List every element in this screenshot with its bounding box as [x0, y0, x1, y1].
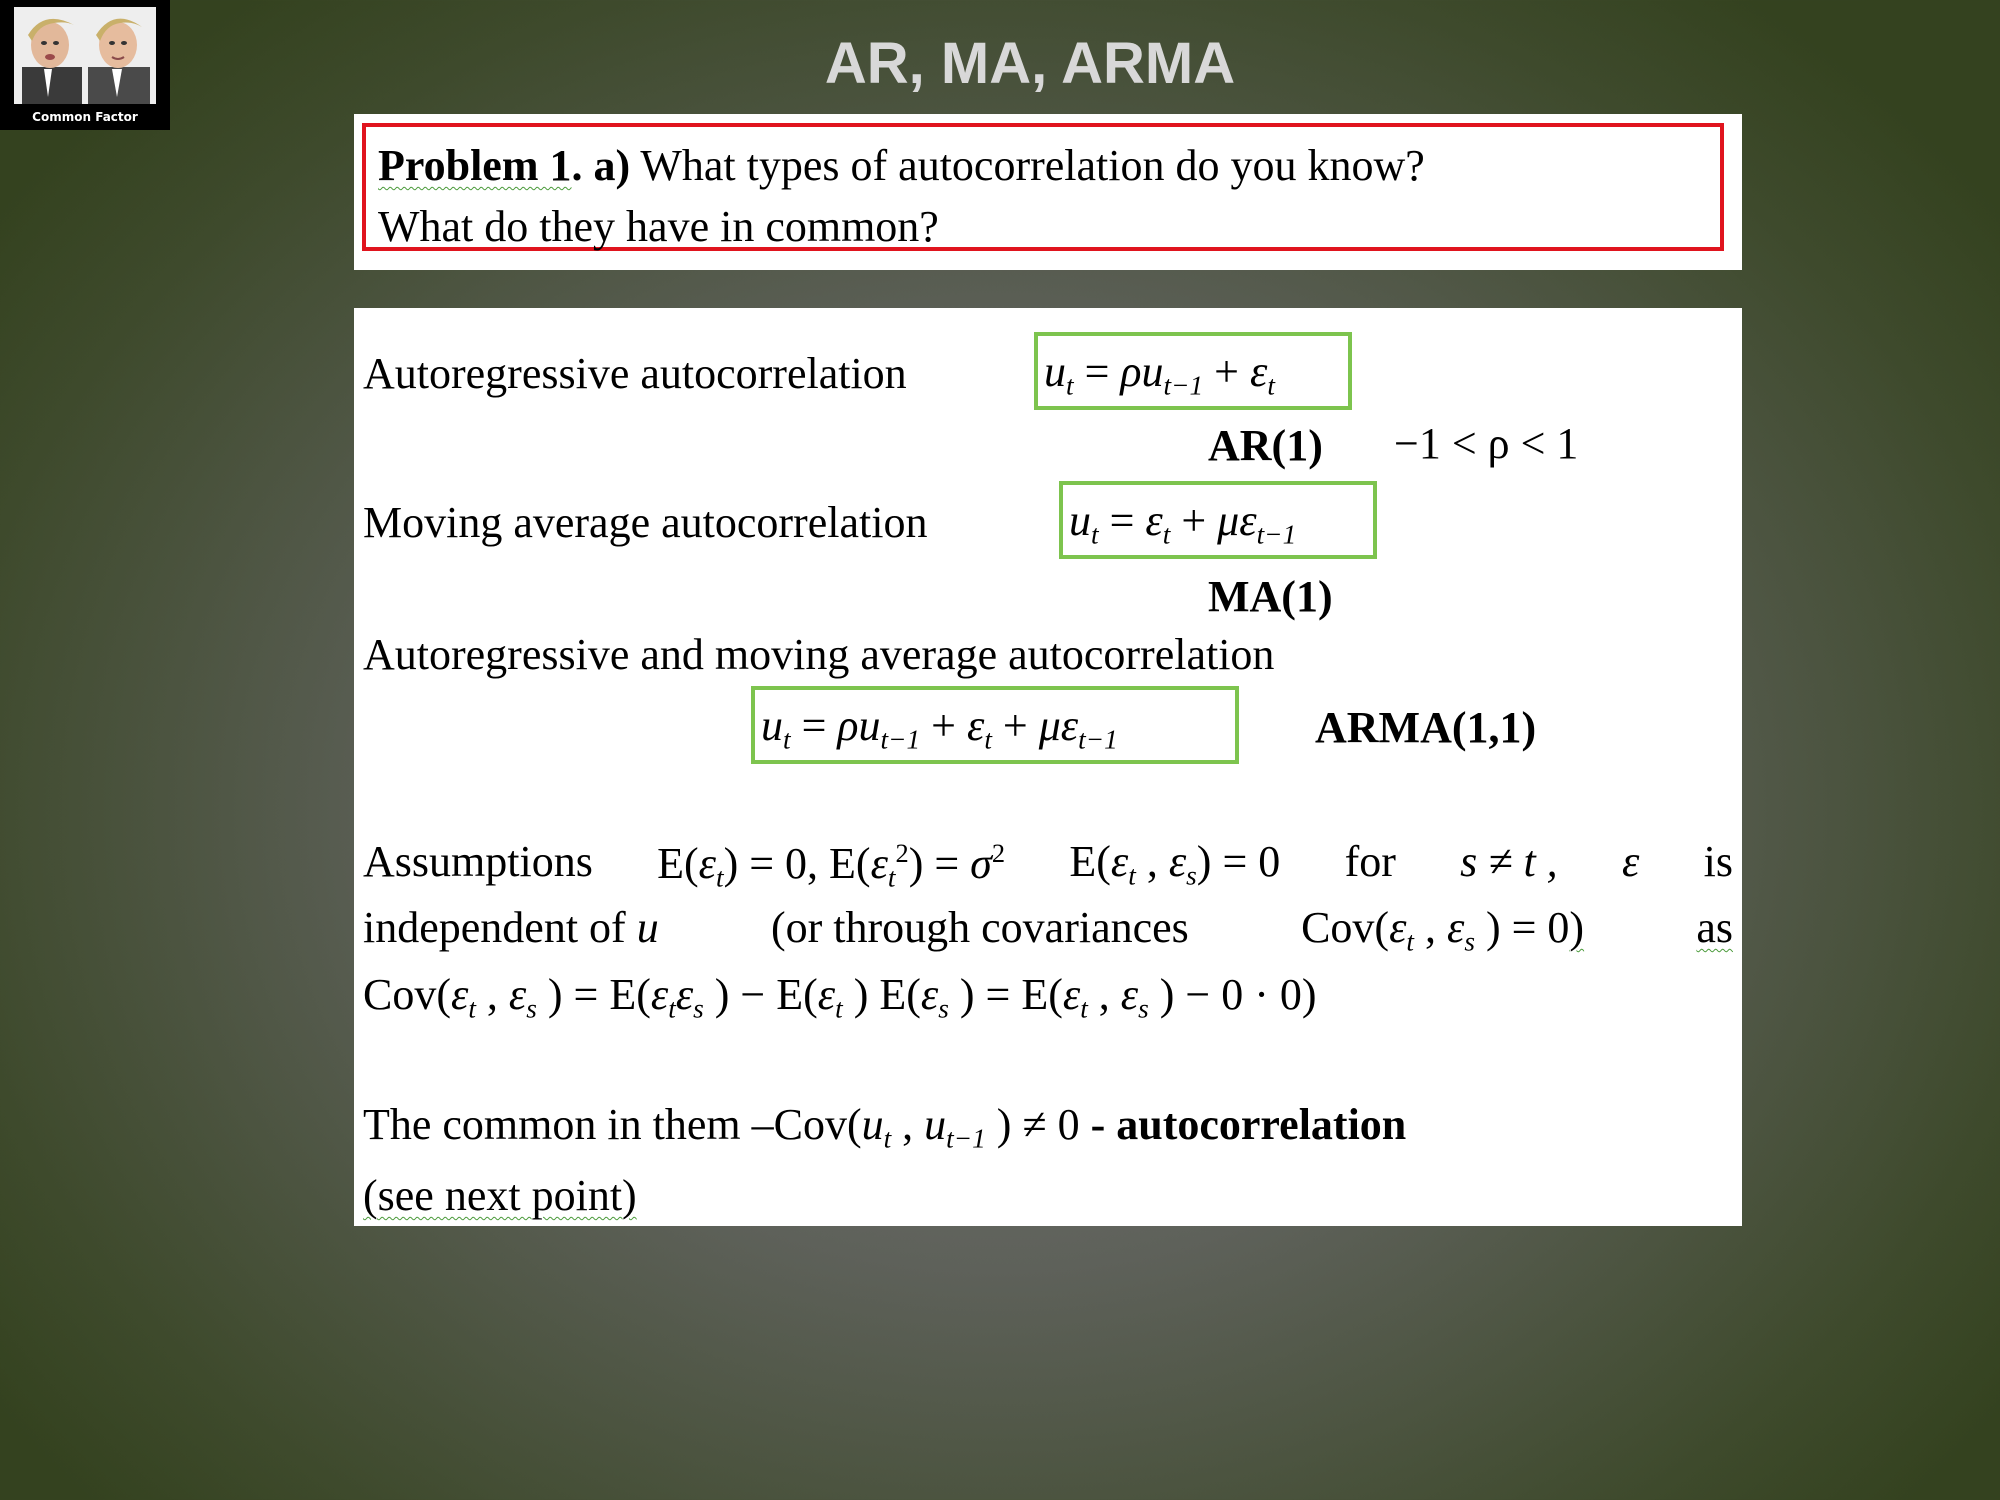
see-next-text: (see next point): [363, 1171, 637, 1220]
cov-zero: $Cov(\varepsilon_t$ , $\varepsilon_s$ ) = 0): [1301, 903, 1585, 957]
s-not-t: s ≠ t ,: [1460, 837, 1558, 886]
u-symbol: u: [636, 903, 659, 952]
logo-caption: Common Factor: [32, 110, 138, 124]
conclusion-line: The common in them $-Cov(u_t$ , $u_{t-1}$ ) ≠ 0 - autocorrelation: [363, 1100, 1407, 1154]
assumptions-line-1: [363, 837, 1733, 893]
problem-panel: [354, 114, 1742, 270]
ar-formula-box: [1034, 332, 1352, 410]
as-word: as: [1696, 903, 1733, 952]
ma-formula-box: [1059, 481, 1377, 559]
problem-label: Problem 1: [378, 141, 572, 190]
content-panel: [354, 308, 1742, 1226]
assumptions-line-2: [363, 903, 1733, 957]
arma-name: ARMA(1,1): [1315, 703, 1537, 752]
or-through: (or through covariances: [770, 903, 1189, 952]
ar-label: Autoregressive autocorrelation: [363, 349, 907, 398]
common-prefix: The common in them –: [363, 1100, 774, 1149]
ar-name: AR(1): [1208, 421, 1323, 470]
ar-condition: −1 < ρ < 1: [1394, 419, 1579, 468]
arma-formula: $u_t = \rho u_{t-1} + \varepsilon_t + \mu\varepsilon_{t-1}$: [761, 701, 1118, 755]
problem-line-1: [378, 135, 1720, 196]
assumption-expectations: $E(\varepsilon_t) = 0$, $E(\varepsilon_t^2) = \sigma^2$: [657, 838, 1006, 893]
covariance-expansion: $Cov(\varepsilon_t$ , $\varepsilon_s$ ) = $E(\varepsilon_t\varepsilon_s$ ) − $E(\varepsilon_t$ ) $E(\varepsilon_s$ ) = $E(\varepsilon_t$ , $\varepsilon_s$ ) − 0 · 0): [363, 970, 1317, 1024]
ma-formula: $u_t = \varepsilon_t + \mu\varepsilon_{t-1}$: [1069, 496, 1297, 550]
arma-label: Autoregressive and moving average autocorrelation: [363, 630, 1275, 679]
epsilon-symbol: ε: [1621, 837, 1640, 886]
arma-formula-box: [751, 686, 1239, 764]
is-word: is: [1703, 837, 1733, 886]
independent-of: independent of: [363, 903, 626, 952]
for-word: for: [1344, 837, 1396, 886]
common-suffix: - autocorrelation: [1090, 1100, 1407, 1149]
see-next-point: [363, 1171, 637, 1220]
assumption-covariance: $E(\varepsilon_t$ , $\varepsilon_s) = 0$: [1069, 837, 1281, 891]
problem-box: [362, 123, 1724, 251]
slide-title: AR, MA, ARMA: [824, 31, 1236, 96]
ma-name: MA(1): [1208, 572, 1333, 621]
ar-formula: $u_t = \rho u_{t-1} + \varepsilon_t$: [1044, 347, 1275, 401]
problem-question-2: What do they have in common?: [378, 202, 939, 251]
assumptions-word: Assumptions: [363, 837, 593, 886]
ma-label: Moving average autocorrelation: [363, 498, 928, 547]
problem-question-1: What types of autocorrelation do you know?: [630, 141, 1425, 190]
problem-part: . a): [571, 141, 631, 190]
